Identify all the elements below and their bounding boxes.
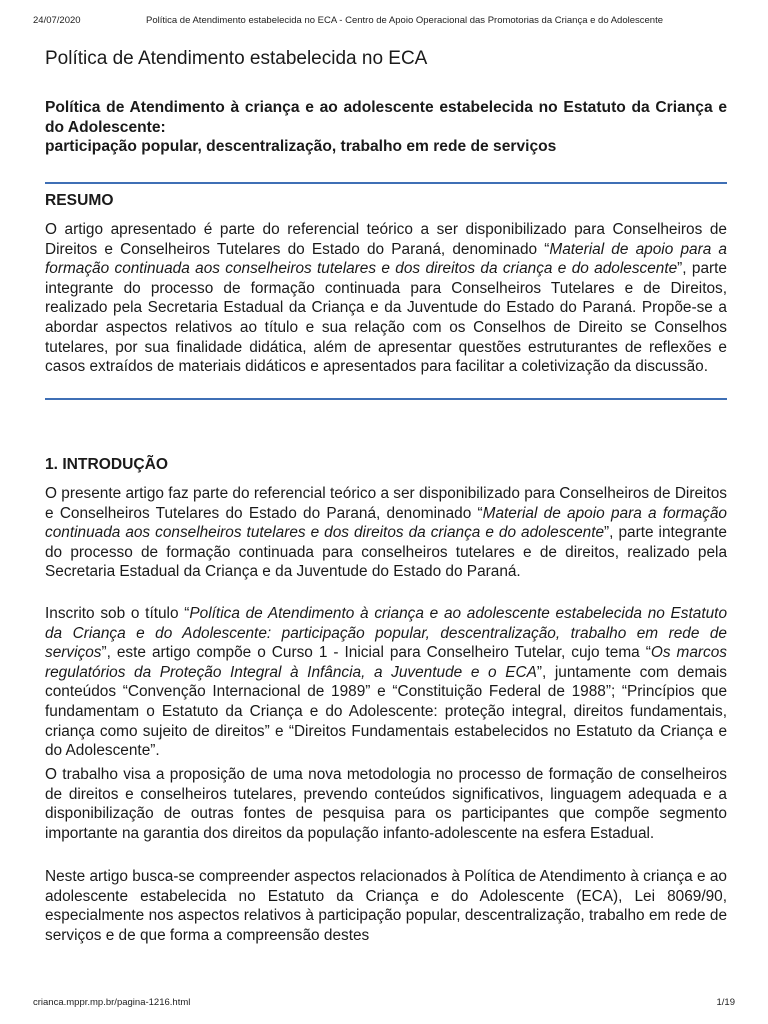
p2-text-2: ”, este artigo compõe o Curso 1 - Inicial para Conselheiro Tutelar, cujo tema “	[101, 644, 651, 662]
page-title: Política de Atendimento estabelecida no ECA	[45, 48, 428, 69]
divider-top	[45, 182, 727, 184]
intro-paragraph-3: O trabalho visa a proposição de uma nova metodologia no processo de formação de conselheiros de direitos e conselheiros tutelares, prevendo conteúdos significativos, linguagem adequada e a disponibilização de outras fontes de pesquisa para os participantes que compõe segmento importante na garantia dos direitos da população infanto-adolescente na esfera Estadual.	[45, 766, 727, 842]
intro-heading: 1. INTRODUÇÃO	[45, 456, 169, 473]
resumo-paragraph	[45, 220, 727, 377]
intro-paragraph-1	[45, 484, 727, 582]
p1-text-2: ”, parte integrante do processo de formação continuada para conselheiros tutelares e de direitos, realizado pela Secretaria Estadual da Criança e da Juventude do Estado do Paraná.	[45, 524, 727, 581]
resumo-text-1: O artigo apresentado é parte do referencial teórico a ser disponibilizado para Conselheiros de Direitos e Conselheiros Tutelares do Estado do Paraná, denominado “	[45, 221, 727, 258]
p2-text-1: Inscrito sob o título “	[45, 605, 190, 622]
divider-bottom	[45, 398, 727, 400]
article-heading	[45, 98, 727, 157]
print-url[interactable]: crianca.mppr.mp.br/pagina-1216.html	[33, 997, 191, 1008]
intro-paragraph-2	[45, 604, 727, 761]
p2-italic-2: Os marcos regulatórios da Proteção Integral à Infância, a Juventude e o ECA	[45, 644, 727, 681]
p1-italic-1: Material de apoio para a formação continuada aos conselheiros tutelares e dos direitos da criança e do adolescente	[45, 504, 727, 542]
print-page-title: Política de Atendimento estabelecida no ECA - Centro de Apoio Operacional das Promotorias da Criança e do Adolescente	[146, 15, 664, 26]
page-number: 1/19	[716, 997, 735, 1008]
resumo-heading: RESUMO	[45, 192, 114, 209]
intro-paragraph-4: Neste artigo busca-se compreender aspectos relacionados à Política de Atendimento à criança e ao adolescente estabelecida no Estatuto da Criança e do Adolescente (ECA), Lei 8069/90, especialmente nos aspectos relativos à participação popular, descentralização, trabalho em rede de serviços e de que forma a compreensão destes	[45, 868, 727, 944]
resumo-text-2: ”, parte integrante do processo de formação continuada para Conselheiros Tutelares e de Direitos, realizado pela Secretaria Estadual da Criança e da Juventude do Estado do Paraná. Propõe-se a abordar aspectos relativos ao título e sua relação com os Conselhos de Direito se Conselhos tutelares, por sua finalidade didática, além de apresentar questões estruturantes de reflexões e casos extraídos de materiais didáticos e apresentados para facilitar a coletivização da discussão.	[45, 260, 727, 376]
print-date: 24/07/2020	[33, 15, 81, 26]
p2-text-3: ”, juntamente com demais conteúdos “Convenção Internacional de 1989” e “Constituição Federal de 1988”; “Princípios que fundamentam o Estatuto da Criança e do Adolescente: proteção integral, direitos fundamentais, criança como sujeito de direitos” e “Direitos Fundamentais estabelecidos no Estatuto da Criança e do Adolescente”.	[45, 663, 727, 760]
article-heading-main: Política de Atendimento à criança e ao adolescente estabelecida no Estatuto da Criança e do Adolescente:	[45, 99, 727, 136]
p1-text-1: O presente artigo faz parte do referencial teórico a ser disponibilizado para Conselheiros de Direitos e Conselheiros Tutelares do Estado do Paraná, denominado “	[45, 485, 727, 522]
article-heading-subtitle: participação popular, descentralização, trabalho em rede de serviços	[45, 138, 557, 155]
resumo-italic-1: Material de apoio para a formação continuada aos conselheiros tutelares e dos direitos da criança e do adolescente	[45, 240, 727, 278]
p2-italic-1: Política de Atendimento à criança e ao adolescente estabelecida no Estatuto da Criança e do Adolescente: participação popular, descentralização, trabalho em rede de serviços	[45, 605, 728, 662]
